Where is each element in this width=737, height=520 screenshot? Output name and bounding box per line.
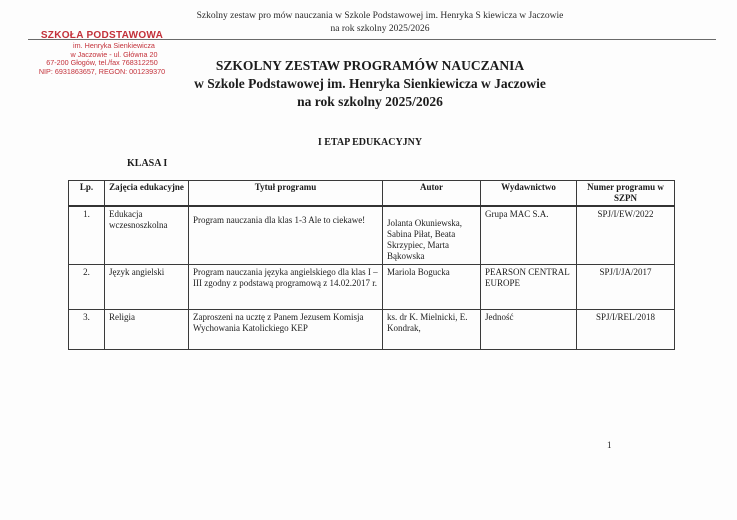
table-row: [69, 310, 675, 350]
header-code: Numer programu w SZPN: [577, 181, 675, 207]
page-number: 1: [607, 440, 612, 450]
cell-code: SPJ/I/JA/2017: [577, 265, 675, 310]
stamp-title: SZKOŁA PODSTAWOWA: [40, 30, 164, 41]
cell-author-text: Jolanta Okuniewska, Sabina Piłat, Beata Skrzypiec, Marta Bąkowska: [387, 218, 462, 261]
stamp-line-4: NIP: 6931863657, REGON: 001239370: [38, 66, 166, 76]
programs-table: [68, 180, 675, 350]
stamp-line-1: im. Henryka Sienkiewicza: [73, 41, 155, 50]
table-row: [69, 265, 675, 310]
cell-code: SPJ/I/REL/2018: [577, 310, 675, 350]
education-stage-heading: I ETAP EDUKACYJNY: [317, 137, 423, 148]
cell-spacer: [387, 209, 476, 218]
cell-author: ks. dr K. Mielnicki, E. Kondrak,: [383, 310, 481, 350]
cell-lp: 2.: [69, 265, 105, 310]
stamp-line-2: w Jaczowie - ul. Główna 20: [70, 49, 158, 59]
cell-program: Program nauczania języka angielskiego dla klas I – III zgodny z podstawą programową z 14.02.2017 r.: [189, 265, 383, 310]
title-line-2: w Szkole Podstawowej im. Henryka Sienkiewicza w Jaczowie: [194, 76, 546, 91]
title-line-3: na rok szkolny 2025/2026: [297, 94, 443, 109]
header-lp: Lp.: [69, 181, 105, 207]
cell-program: Zaproszeni na ucztę z Panem Jezusem Komisja Wychowania Katolickiego KEP: [189, 310, 383, 350]
cell-publisher: Grupa MAC S.A.: [481, 206, 577, 265]
table-row: [69, 206, 675, 265]
cell-program: [189, 206, 383, 265]
header-program: Tytuł programu: [189, 181, 383, 207]
title-line-1: SZKOLNY ZESTAW PROGRAMÓW NAUCZANIA: [215, 58, 525, 73]
header-subject: Zajęcia edukacyjne: [105, 181, 189, 207]
cell-program-text: Program nauczania dla klas 1-3 Ale to ciekawe!: [193, 215, 366, 225]
cell-code: SPJ/I/EW/2022: [577, 206, 675, 265]
cell-author: [383, 206, 481, 265]
cell-publisher: PEARSON CENTRAL EUROPE: [481, 265, 577, 310]
table-header-row: [69, 181, 675, 207]
document-title: [150, 57, 590, 111]
cell-lp: 3.: [69, 310, 105, 350]
cell-subject: Religia: [105, 310, 189, 350]
cell-subject: Język angielski: [105, 265, 189, 310]
running-header-line1: Szkolny zestaw pro mów nauczania w Szkole Podstawowej im. Henryka S kiewicza w Jaczowie: [196, 11, 564, 21]
header-author: Autor: [383, 181, 481, 207]
running-header: [170, 10, 590, 36]
cell-subject: Edukacja wczesnoszkolna: [105, 206, 189, 265]
stamp-line-3: 67-200 Głogów, tel./fax 768312250: [46, 58, 158, 68]
cell-publisher: Jedność: [481, 310, 577, 350]
class-heading: KLASA I: [127, 158, 168, 169]
header-publisher: Wydawnictwo: [481, 181, 577, 207]
cell-lp: 1.: [69, 206, 105, 265]
running-header-line2: na rok szkolny 2025/2026: [330, 24, 430, 34]
cell-author: Mariola Bogucka: [383, 265, 481, 310]
